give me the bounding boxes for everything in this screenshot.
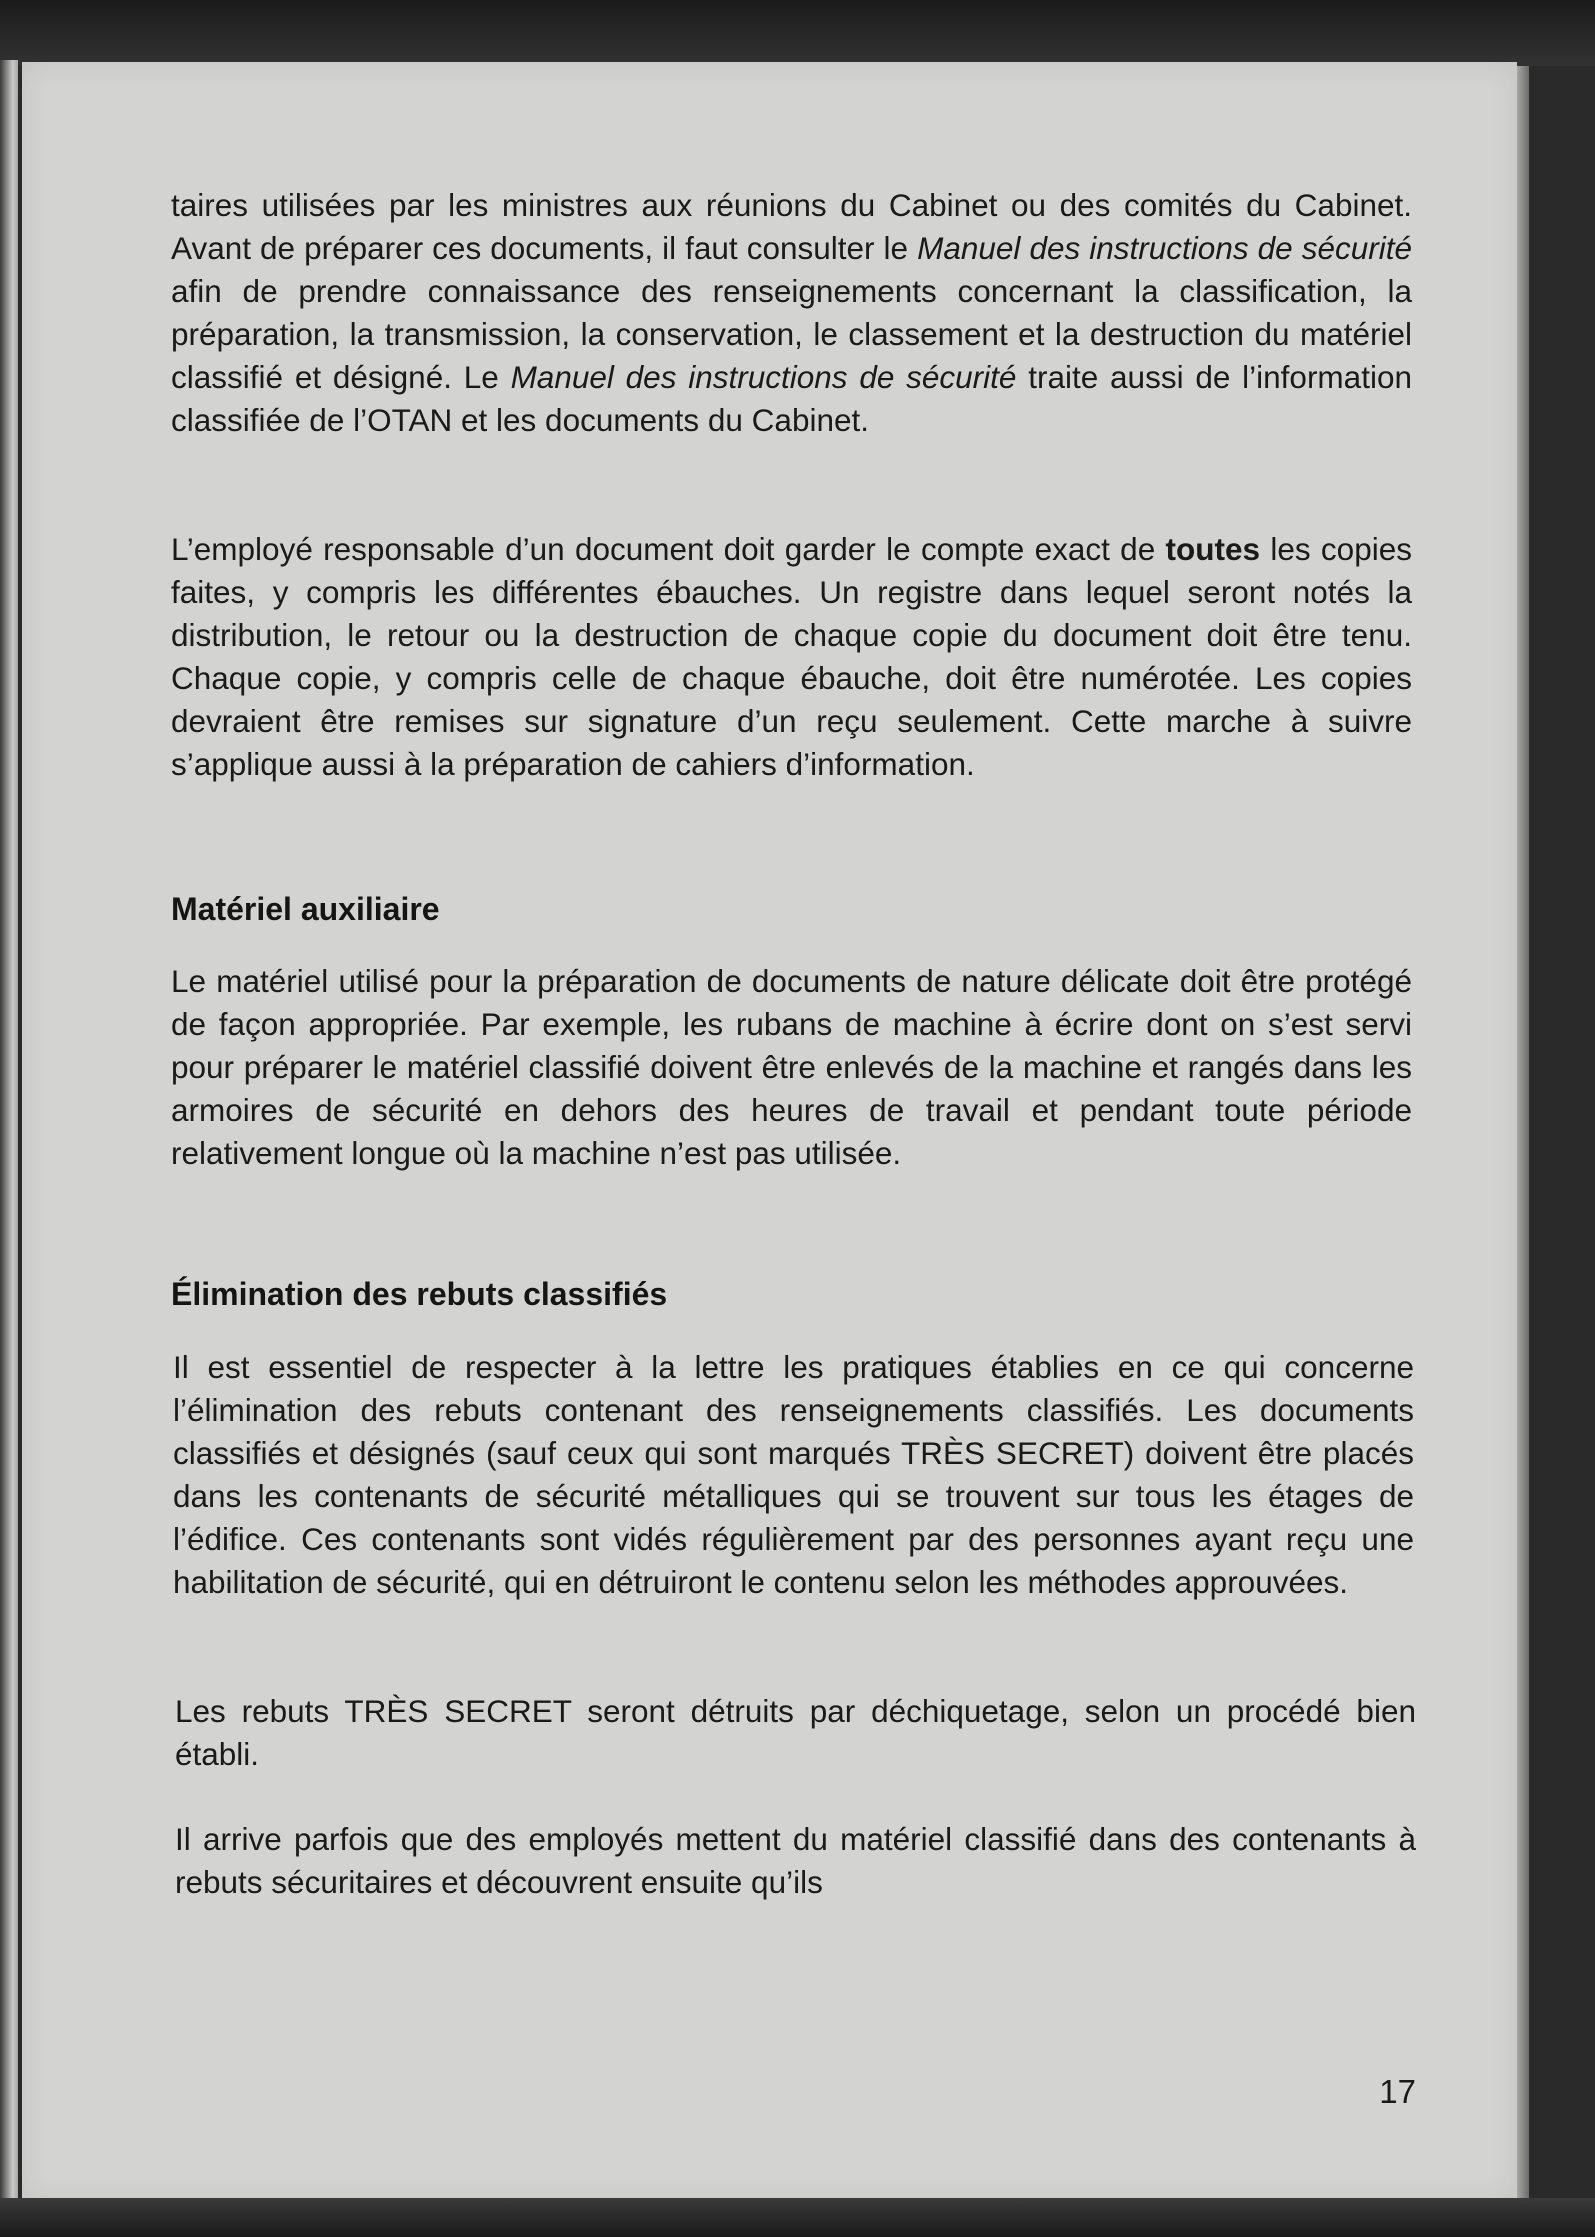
paragraph-text: afin de prendre connaissance des renseignements concernant la classification, la préparation, la transmission, la conservation, le classement et la destruction du matériel classifié et désigné. Le: [171, 273, 1412, 395]
paragraph-text: les copies faites, y compris les différentes ébauches. Un registre dans lequel seront notés la distribution, le retour ou la destruction de chaque copie du document doit être tenu. Chaque copie, y compris celle de chaque ébauche, doit être numérotée. Les copies devraient être remises sur signature d’un reçu seulement. Cette marche à suivre s’applique aussi à la préparation de cahiers d’information.: [171, 531, 1412, 782]
paragraph-auxiliary-material: [171, 960, 1412, 1175]
paragraph-text: Les rebuts TRÈS SECRET seront détruits par déchiquetage, selon un procédé bien établi.: [175, 1693, 1416, 1772]
paragraph-text: Il arrive parfois que des employés mettent du matériel classifié dans des contenants à rebuts sécuritaires et découvrent ensuite qu’ils: [175, 1821, 1416, 1900]
paragraph-cabinet-documents: [171, 184, 1412, 442]
page-number: 17: [1379, 2073, 1416, 2110]
book-binding-edge: [0, 60, 18, 2237]
section-heading-waste-disposal: Élimination des rebuts classifiés: [171, 1276, 668, 1312]
manual-title: Manuel des instructions de sécurité: [917, 230, 1412, 266]
emphasis-text: toutes: [1165, 531, 1261, 567]
scan-bottom-border: [0, 2198, 1595, 2237]
paragraph-text: Le matériel utilisé pour la préparation de documents de nature délicate doit être protégé de façon appropriée. Par exemple, les rubans de machine à écrire dont on s’est servi pour préparer le matériel classifié doivent être enlevés de la machine et rangés dans les armoires de sécurité en dehors des heures de travail et pendant toute période relativement longue où la machine n’est pas utilisée.: [171, 963, 1412, 1171]
paragraph-waste-disposal: [173, 1346, 1414, 1604]
page-right-edge: [1517, 66, 1529, 2202]
paragraph-text: traite aussi de l’information classifiée de l’OTAN et les documents du Cabinet.: [171, 359, 1412, 438]
scan-top-border: [0, 0, 1595, 66]
paragraph-security-containers: [175, 1818, 1416, 1904]
manual-title: Manuel des instructions de sécurité: [510, 359, 1017, 395]
paragraph-top-secret-shredding: [175, 1690, 1416, 1776]
paragraph-text: Il est essentiel de respecter à la lettre les pratiques établies en ce qui concerne l’élimination des rebuts contenant des renseignements classifiés. Les documents classifiés et désignés (sauf ceux qui sont marqués TRÈS SECRET) doivent être placés dans les contenants de sécurité métalliques qui se trouvent sur tous les étages de l’édifice. Ces contenants sont vidés régulièrement par des personnes ayant reçu une habilitation de sécurité, qui en détruiront le contenu selon les méthodes approuvées.: [173, 1349, 1414, 1600]
paragraph-text: taires utilisées par les ministres aux réunions du Cabinet ou des comités du Cabinet. Avant de préparer ces documents, il faut consulter le: [171, 187, 1412, 266]
paragraph-copy-accounting: [171, 528, 1412, 786]
section-heading-auxiliary-material: Matériel auxiliaire: [171, 891, 440, 927]
paragraph-text: L’employé responsable d’un document doit garder le compte exact de: [171, 531, 1166, 567]
